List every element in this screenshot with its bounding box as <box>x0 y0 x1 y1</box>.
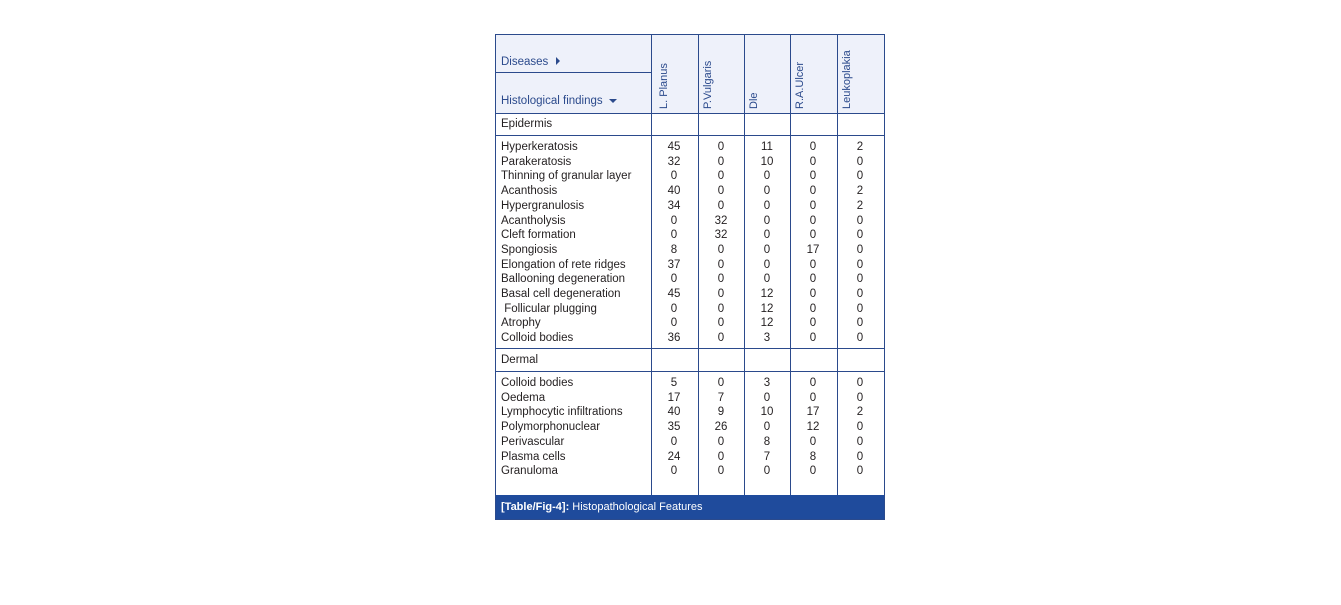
table-cell: 0 <box>670 465 678 478</box>
table-cell: 0 <box>856 170 864 183</box>
table-row-label: Spongiosis <box>501 243 558 256</box>
table-cell: 17 <box>667 391 681 404</box>
table-cell: 0 <box>809 273 817 286</box>
table-row-label: Hypergranulosis <box>501 199 585 212</box>
table-cell: 0 <box>809 332 817 345</box>
table-cell: 0 <box>763 391 771 404</box>
table-cell: 8 <box>763 435 771 448</box>
table-cell: 0 <box>809 214 817 227</box>
caret-right-icon <box>556 57 560 65</box>
row-divider <box>496 371 884 372</box>
table-cell: 0 <box>809 155 817 168</box>
section-title-dermal: Dermal <box>501 354 539 366</box>
table-row-label: Granuloma <box>501 465 558 478</box>
table-cell: 45 <box>667 141 681 153</box>
row-divider <box>496 113 884 114</box>
table-cell: 0 <box>717 141 725 153</box>
table-cell: 3 <box>763 377 771 389</box>
table-cell: 0 <box>809 435 817 448</box>
table-cell: 0 <box>856 258 864 271</box>
table-cell: 0 <box>856 302 864 315</box>
table-row-label: Atrophy <box>501 317 541 330</box>
table-cell: 0 <box>763 258 771 271</box>
table-cell: 17 <box>806 243 820 256</box>
table-cell: 0 <box>856 450 864 463</box>
table-cell: 45 <box>667 288 681 300</box>
table-cell: 17 <box>806 406 820 419</box>
column-divider <box>698 35 699 496</box>
table-cell: 11 <box>761 141 773 153</box>
table-cell: 10 <box>760 155 774 168</box>
column-header-l-planus: L. Planus <box>658 63 670 109</box>
table-cell: 0 <box>809 465 817 478</box>
table-cell: 0 <box>856 391 864 404</box>
table-cell: 0 <box>717 288 725 300</box>
table-cell: 0 <box>670 214 678 227</box>
table-cell: 26 <box>714 421 728 434</box>
table-cell: 5 <box>670 377 678 389</box>
column-header-leukoplakia: Leukoplakia <box>841 50 853 109</box>
table-row-label: Thinning of granular layer <box>501 170 632 183</box>
table-cell: 0 <box>717 377 725 389</box>
table-cell: 10 <box>760 406 774 419</box>
table-row-label: Acanthosis <box>501 185 558 198</box>
table-row-label: Hyperkeratosis <box>501 141 578 153</box>
table-cell: 7 <box>717 391 725 404</box>
table-cell: 32 <box>714 229 728 242</box>
table-cell: 0 <box>763 229 771 242</box>
column-header-p-vulgaris: P.Vulgaris <box>702 60 714 109</box>
diseases-label: Diseases <box>501 56 549 68</box>
table-cell: 0 <box>809 317 817 330</box>
table-row-label: Ballooning degeneration <box>501 273 626 286</box>
table-cell: 40 <box>667 406 681 419</box>
table-cell: 36 <box>667 332 681 345</box>
table-row-label: Cleft formation <box>501 229 576 242</box>
table-row-label: Plasma cells <box>501 450 566 463</box>
table-cell: 0 <box>763 465 771 478</box>
figure-caption <box>496 495 884 519</box>
table-cell: 0 <box>717 435 725 448</box>
table-cell: 24 <box>667 450 681 463</box>
table-row-label: Colloid bodies <box>501 377 574 389</box>
table-row-label: Acantholysis <box>501 214 566 227</box>
row-divider <box>496 135 884 136</box>
table-cell: 0 <box>809 185 817 198</box>
table-cell: 0 <box>856 288 864 300</box>
column-divider <box>744 35 745 496</box>
table-row-label: Oedema <box>501 391 546 404</box>
table-cell: 0 <box>717 273 725 286</box>
table-cell: 3 <box>763 332 771 345</box>
column-divider <box>837 35 838 496</box>
table-cell: 0 <box>856 243 864 256</box>
table-cell: 0 <box>717 465 725 478</box>
table-cell: 0 <box>670 317 678 330</box>
table-cell: 0 <box>717 170 725 183</box>
table-cell: 8 <box>809 450 817 463</box>
column-header-ra-ulcer: R.A.Ulcer <box>794 61 806 109</box>
table-figure <box>495 34 885 520</box>
table-cell: 0 <box>856 435 864 448</box>
table-cell: 0 <box>717 199 725 212</box>
table-cell: 0 <box>717 317 725 330</box>
table-cell: 0 <box>670 273 678 286</box>
column-header-dle: Dle <box>748 92 760 109</box>
table-row-label: Elongation of rete ridges <box>501 258 626 271</box>
table-cell: 0 <box>763 214 771 227</box>
table-cell: 0 <box>763 185 771 198</box>
table-cell: 0 <box>670 229 678 242</box>
table-cell: 0 <box>856 229 864 242</box>
header-sub-divider <box>496 72 651 73</box>
table-cell: 40 <box>667 185 681 198</box>
table-cell: 0 <box>809 302 817 315</box>
table-cell: 2 <box>856 141 864 153</box>
column-divider <box>651 35 652 496</box>
row-divider <box>496 348 884 349</box>
findings-header <box>501 95 617 107</box>
table-row-label: Lymphocytic infiltrations <box>501 406 623 419</box>
table-cell: 0 <box>717 302 725 315</box>
table-row-label: Follicular plugging <box>501 302 597 315</box>
table-cell: 0 <box>856 214 864 227</box>
table-cell: 0 <box>809 377 817 389</box>
table-cell: 0 <box>717 185 725 198</box>
table-cell: 35 <box>667 421 681 434</box>
table-cell: 0 <box>717 243 725 256</box>
findings-label: Histological findings <box>501 95 603 107</box>
caret-down-icon <box>609 99 617 103</box>
table-cell: 12 <box>760 288 774 300</box>
table-cell: 34 <box>667 199 681 212</box>
table-cell: 0 <box>717 258 725 271</box>
table-cell: 0 <box>717 332 725 345</box>
table-cell: 0 <box>809 391 817 404</box>
table-cell: 0 <box>717 155 725 168</box>
table-cell: 0 <box>763 170 771 183</box>
table-cell: 12 <box>760 317 774 330</box>
table-cell: 0 <box>809 170 817 183</box>
table-cell: 0 <box>856 377 864 389</box>
table-cell: 0 <box>856 273 864 286</box>
diseases-header <box>501 56 560 68</box>
table-cell: 32 <box>714 214 728 227</box>
table-cell: 32 <box>667 155 681 168</box>
table-cell: 0 <box>763 199 771 212</box>
table-cell: 0 <box>856 332 864 345</box>
table-cell: 8 <box>670 243 678 256</box>
table-cell: 9 <box>717 406 725 419</box>
table-cell: 0 <box>856 421 864 434</box>
table-cell: 0 <box>809 258 817 271</box>
table-cell: 0 <box>809 229 817 242</box>
table-cell: 0 <box>717 450 725 463</box>
table-cell: 0 <box>856 465 864 478</box>
table-cell: 37 <box>667 258 681 271</box>
table-cell: 0 <box>763 273 771 286</box>
table-cell: 12 <box>806 421 820 434</box>
caption-tag: [Table/Fig-4]: <box>501 501 570 513</box>
table-cell: 7 <box>763 450 771 463</box>
table-row-label: Basal cell degeneration <box>501 288 621 300</box>
section-title-epidermis: Epidermis <box>501 118 553 130</box>
table-cell: 0 <box>763 243 771 256</box>
table-row-label: Parakeratosis <box>501 155 572 168</box>
table-row-label: Perivascular <box>501 435 565 448</box>
table-cell: 2 <box>856 199 864 212</box>
table-cell: 0 <box>856 317 864 330</box>
table-cell: 0 <box>670 435 678 448</box>
table-cell: 0 <box>763 421 771 434</box>
table-cell: 2 <box>856 406 864 419</box>
table-cell: 0 <box>809 141 817 153</box>
caption-text: Histopathological Features <box>569 501 703 513</box>
table-cell: 2 <box>856 185 864 198</box>
table-cell: 0 <box>809 199 817 212</box>
table-cell: 0 <box>856 155 864 168</box>
table-row-label: Colloid bodies <box>501 332 574 345</box>
table-row-label: Polymorphonuclear <box>501 421 601 434</box>
column-divider <box>790 35 791 496</box>
table-cell: 0 <box>670 302 678 315</box>
table-cell: 0 <box>809 288 817 300</box>
table-cell: 12 <box>760 302 774 315</box>
table-cell: 0 <box>670 170 678 183</box>
